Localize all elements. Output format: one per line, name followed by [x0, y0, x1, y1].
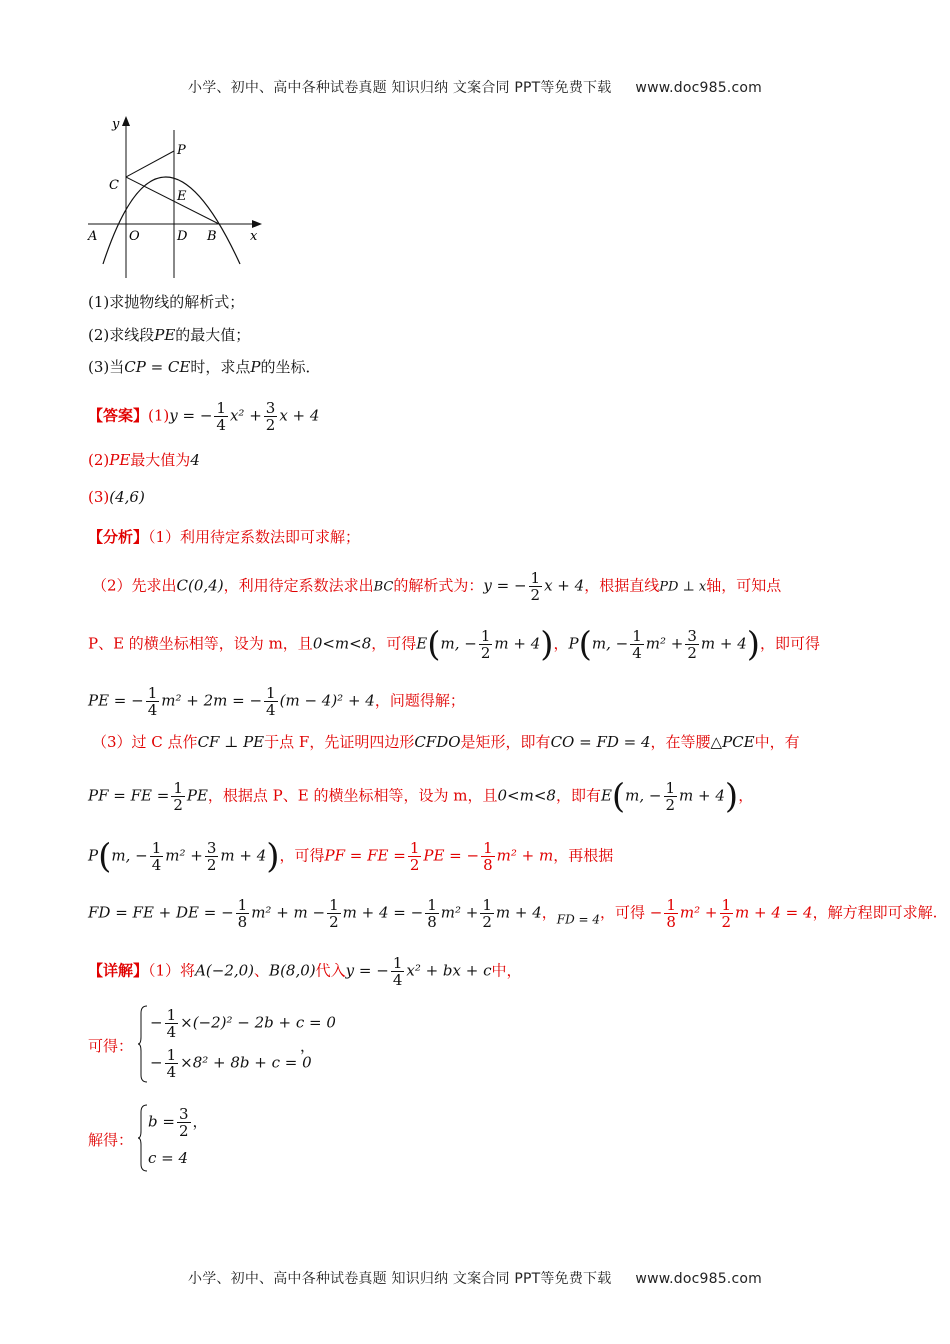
d2-label: 可得： [88, 1037, 134, 1055]
detail-2-system [138, 1005, 336, 1083]
footer-text: 小学、初中、高中各种试卷真题 知识归纳 文案合同 PPT等免费下载 [188, 1271, 612, 1287]
frac-den: 2 [721, 913, 732, 931]
a8-mid4: m + 4 [495, 903, 542, 922]
analysis-1-text: （1）利用待定系数法即可求解； [148, 528, 361, 546]
a6-end: ， [738, 786, 754, 805]
d3-r1-frac [177, 1106, 191, 1139]
a8-frac5 [664, 897, 678, 930]
a3-p: P [568, 634, 579, 653]
a7-text: ，可得 [279, 846, 325, 865]
a8-frac1 [236, 897, 250, 930]
a8-eq: m + 4 = 4 [735, 903, 813, 922]
label-y: y [112, 117, 120, 132]
answer-1-mid: x² + [229, 406, 262, 425]
q2-suffix: 的最大值； [175, 326, 251, 344]
d2-r1-frac [165, 1007, 179, 1040]
d3-row2 [148, 1150, 188, 1166]
d1-sep: 、 [254, 961, 270, 980]
answer-2-value: 4 [190, 451, 200, 469]
detail-3-system [138, 1104, 258, 1174]
a7-p-end: m + 4 [220, 846, 267, 865]
a8-frac6 [720, 897, 734, 930]
answer-1 [88, 400, 319, 433]
frac-den: 4 [151, 856, 162, 874]
a6-pf: PF = FE = [88, 786, 170, 805]
analysis-tag: 【分析】 [88, 528, 149, 546]
a5-end: 中，有 [754, 733, 800, 751]
paren-open: ( [427, 624, 441, 665]
d1-eq: y = − [345, 961, 389, 980]
frac-num: 1 [166, 1006, 177, 1024]
a6-e-frac [664, 780, 678, 813]
a2-prefix: （2）先求出 [92, 576, 177, 595]
a7-pe: PE = − [423, 846, 480, 865]
a6-text: ，根据点 P、E 的横坐标相等，设为 m，且 [207, 786, 498, 805]
a6-mid: ，即有 [555, 786, 601, 805]
frac-num: 1 [530, 569, 541, 587]
header-text: 小学、初中、高中各种试卷真题 知识归纳 文案合同 PPT等免费下载 [188, 80, 612, 96]
frac-den: 2 [329, 913, 339, 931]
a2-end: 轴，可知点 [706, 576, 782, 595]
a5-cfdo: CFDO [414, 733, 461, 751]
header-site: www.doc985.com [635, 80, 762, 96]
a2-pd: PD ⊥ x [659, 579, 707, 595]
a2-mid: ，利用待定系数法求出 [223, 576, 374, 595]
a5-mid3: ，在等腰 [650, 733, 711, 751]
d2-r1-sign: − [150, 1013, 163, 1032]
frac-num: 3 [265, 399, 276, 417]
answer-2-text: 最大值为 [130, 451, 191, 469]
detail-3-label [88, 1130, 133, 1150]
answer-1-y: y = − [169, 406, 213, 425]
x-axis-arrow [252, 220, 262, 228]
d2-r2-sign: − [150, 1053, 163, 1072]
a3-prefix: P、E 的横坐标相等，设为 m，且 [88, 634, 313, 653]
a2-eq-end: x + 4 [544, 576, 585, 595]
a4-frac1 [146, 685, 160, 718]
answer-2-label: (2) [88, 451, 110, 469]
label-a: A [88, 229, 98, 244]
frac-den: 2 [687, 644, 697, 662]
a8-mid5: m² + [679, 903, 718, 922]
frac-den: 8 [666, 913, 676, 931]
frac-num: 1 [480, 627, 491, 645]
a8-fd: FD = FE + DE = − [88, 903, 234, 922]
answer-3 [88, 487, 145, 507]
parabola-curve [103, 177, 240, 264]
q3-mid: 时，求点 [190, 358, 251, 376]
brace-icon [138, 1104, 148, 1172]
a3-e-end: m + 4 [494, 634, 541, 653]
answer-3-value: (4,6) [109, 488, 145, 506]
analysis-4 [88, 685, 465, 718]
a8-text: ，可得 − [600, 903, 663, 922]
label-p: P [177, 143, 186, 158]
a7-p-frac1 [150, 840, 164, 873]
paren-close: ) [724, 776, 739, 817]
a3-p-frac1 [630, 628, 644, 661]
paren-open: ( [98, 836, 112, 877]
answer-2 [88, 450, 200, 470]
paren-close: ) [746, 624, 761, 665]
a7-pf: PF = FE = [324, 846, 406, 865]
a4-frac2 [264, 685, 278, 718]
question-1-text: (1)求抛物线的解析式； [88, 293, 245, 311]
label-o: O [129, 229, 140, 244]
page-header [0, 77, 950, 97]
frac-num: 1 [427, 896, 437, 914]
q2-prefix: (2)求线段 [88, 326, 155, 344]
q3-condition: CP = CE [124, 358, 191, 376]
answer-tag: 【答案】 [88, 406, 149, 425]
a7-frac1 [408, 840, 422, 873]
line-cb [126, 177, 219, 224]
frac-den: 4 [147, 701, 158, 719]
frac-num: 1 [665, 779, 676, 797]
a2-eq: y = − [483, 576, 527, 595]
frac-num: 1 [173, 779, 183, 797]
label-x: x [250, 229, 258, 244]
q3-prefix: (3)当 [88, 358, 125, 376]
frac-den: 4 [632, 644, 642, 662]
label-d: D [177, 229, 188, 244]
analysis-3 [88, 624, 821, 665]
paren-open: ( [578, 624, 592, 665]
a7-frac2 [481, 840, 495, 873]
d3-row1 [148, 1106, 208, 1139]
frac-num: 1 [409, 839, 420, 857]
a7-p-mid: m² + [165, 846, 203, 865]
parabola-figure [80, 110, 270, 282]
frac-den: 4 [216, 416, 226, 434]
answer-2-pe: PE [109, 451, 131, 469]
a8-frac4 [480, 897, 494, 930]
analysis-1 [88, 527, 360, 547]
d2-end-text: ， [300, 1037, 316, 1055]
brace-icon [138, 1005, 148, 1083]
analysis-7 [88, 836, 614, 877]
a2-point-c: C(0,4) [176, 576, 224, 595]
d1-prefix: （1）将 [148, 961, 196, 980]
frac-num: 1 [266, 684, 276, 702]
a3-e-frac [479, 628, 493, 661]
a8-mid3: m² + [440, 903, 479, 922]
d2-r2-frac [165, 1047, 179, 1080]
paren-open: ( [611, 776, 626, 817]
paren-close: ) [540, 624, 554, 665]
footer-site: www.doc985.com [635, 1271, 762, 1287]
d3-r2-c: c = 4 [148, 1149, 189, 1167]
frac-num: 3 [178, 1105, 189, 1123]
a8-fd-eq: FD = 4 [556, 912, 601, 927]
a3-range: 0<m<8 [312, 634, 372, 653]
a3-p-end: m + 4 [700, 634, 747, 653]
q3-point: P [250, 358, 261, 376]
frac-num: 1 [483, 839, 493, 857]
y-axis-arrow [122, 116, 130, 126]
a5-eq: CO = FD = 4 [550, 733, 651, 751]
frac-num: 1 [392, 954, 403, 972]
d3-r1-sep: ， [192, 1112, 208, 1131]
frac-num: 1 [329, 896, 339, 914]
a7-expr: m² + m [496, 846, 554, 865]
frac-den: 8 [237, 913, 248, 931]
a2-desc: 的解析式为： [393, 576, 484, 595]
d2-r1-expr: ×(−2)² − 2b + c = 0 [180, 1013, 336, 1032]
a3-pm: m, − [591, 634, 629, 653]
question-1 [88, 292, 244, 312]
label-b: B [207, 229, 217, 244]
a5-prefix: （3）过 C 点作 [92, 733, 198, 751]
a5-mid: 于点 F，先证明四边形 [264, 733, 415, 751]
label-e: E [177, 189, 187, 204]
frac-den: 4 [392, 971, 403, 989]
d1-eq2: x² + bx + c [406, 961, 492, 980]
a7-p-frac2 [205, 840, 219, 873]
q2-pe: PE [154, 326, 176, 344]
frac-num: 1 [721, 896, 732, 914]
a5-mid2: 是矩形，即有 [460, 733, 551, 751]
a8-mid: m² + m − [251, 903, 326, 922]
frac-num: 3 [687, 627, 697, 645]
a8-mid2: m + 4 = − [342, 903, 424, 922]
a3-p-mid: m² + [645, 634, 684, 653]
a7-pm: m, − [111, 846, 148, 865]
page-footer [0, 1268, 950, 1288]
a8-frac3 [425, 897, 439, 930]
a6-frac [171, 780, 185, 813]
a5-cf: CF ⊥ PE [197, 733, 265, 751]
a2-bc: BC [373, 579, 394, 595]
d1-point-a: A(−2,0) [195, 961, 255, 980]
frac-den: 8 [427, 913, 437, 931]
frac-num: 1 [632, 627, 642, 645]
a2-text: ，根据直线 [584, 576, 660, 595]
answer-1-frac2 [264, 400, 278, 433]
question-2 [88, 325, 250, 345]
answer-1-frac1 [214, 400, 228, 433]
analysis-6 [88, 776, 754, 817]
answer-3-label: (3) [88, 488, 110, 506]
a2-frac [529, 570, 543, 603]
d1-end: 中， [491, 961, 522, 980]
label-c: C [109, 178, 119, 193]
frac-den: 2 [173, 796, 183, 814]
analysis-5 [92, 732, 800, 752]
a5-triangle: △PCE [710, 733, 755, 751]
a4-pe: PE = − [88, 691, 144, 710]
d1-frac [391, 955, 405, 988]
analysis-2 [92, 570, 781, 603]
a3-p-frac2 [685, 628, 699, 661]
frac-num: 1 [166, 1046, 177, 1064]
a3-em: m, − [440, 634, 477, 653]
d2-r2-expr: ×8² + 8b + c = 0 [180, 1053, 312, 1072]
frac-num: 1 [482, 896, 492, 914]
frac-den: 2 [480, 644, 491, 662]
frac-num: 1 [216, 399, 226, 417]
detail-1 [88, 955, 522, 988]
d1-mid: 代入 [315, 961, 346, 980]
question-3 [88, 357, 320, 377]
detail-2-label [88, 1036, 133, 1056]
a4-mid: m² + 2m = − [161, 691, 263, 710]
d2-row2 [150, 1047, 312, 1080]
a6-range: 0<m<8 [497, 786, 556, 805]
answer-1-end: x + 4 [279, 406, 320, 425]
detail-tag: 【详解】 [88, 961, 149, 980]
frac-den: 2 [409, 856, 420, 874]
a8-sep: ， [541, 903, 557, 922]
a6-e: E [600, 786, 612, 805]
a3-sep: ， [553, 634, 569, 653]
frac-den: 2 [178, 1122, 189, 1140]
d1-point-b: B(8,0) [269, 961, 316, 980]
frac-den: 2 [265, 416, 276, 434]
a6-em: m, − [625, 786, 662, 805]
frac-num: 1 [147, 684, 158, 702]
a8-end: ，解方程即可求解. [812, 903, 938, 922]
paren-close: ) [266, 836, 280, 877]
frac-num: 3 [206, 839, 217, 857]
frac-den: 2 [482, 913, 492, 931]
frac-den: 8 [483, 856, 493, 874]
a3-mid: ，可得 [371, 634, 417, 653]
frac-num: 1 [666, 896, 676, 914]
a8-frac2 [327, 897, 341, 930]
frac-den: 2 [206, 856, 217, 874]
a6-e-end: m + 4 [679, 786, 725, 805]
frac-num: 1 [151, 839, 162, 857]
a7-p: P [88, 846, 99, 865]
a6-pe: PE [186, 786, 208, 805]
q3-suffix: 的坐标． [260, 358, 321, 376]
frac-num: 1 [237, 896, 248, 914]
d3-label: 解得： [88, 1131, 134, 1149]
a4-end: ，问题得解； [374, 691, 465, 710]
frac-den: 2 [530, 586, 541, 604]
a7-end: ，再根据 [553, 846, 614, 865]
frac-den: 2 [665, 796, 676, 814]
a3-end: ，即可得 [760, 634, 821, 653]
line-cp [126, 151, 174, 177]
frac-den: 4 [266, 701, 276, 719]
a4-vertex: (m − 4)² + 4 [279, 691, 375, 710]
d2-end [300, 1036, 315, 1056]
frac-den: 4 [166, 1063, 177, 1081]
analysis-8 [88, 897, 937, 930]
answer-1-label: (1) [148, 406, 170, 425]
d3-r1-b: b = [148, 1112, 175, 1131]
frac-den: 4 [166, 1023, 177, 1041]
a3-e: E [416, 634, 428, 653]
